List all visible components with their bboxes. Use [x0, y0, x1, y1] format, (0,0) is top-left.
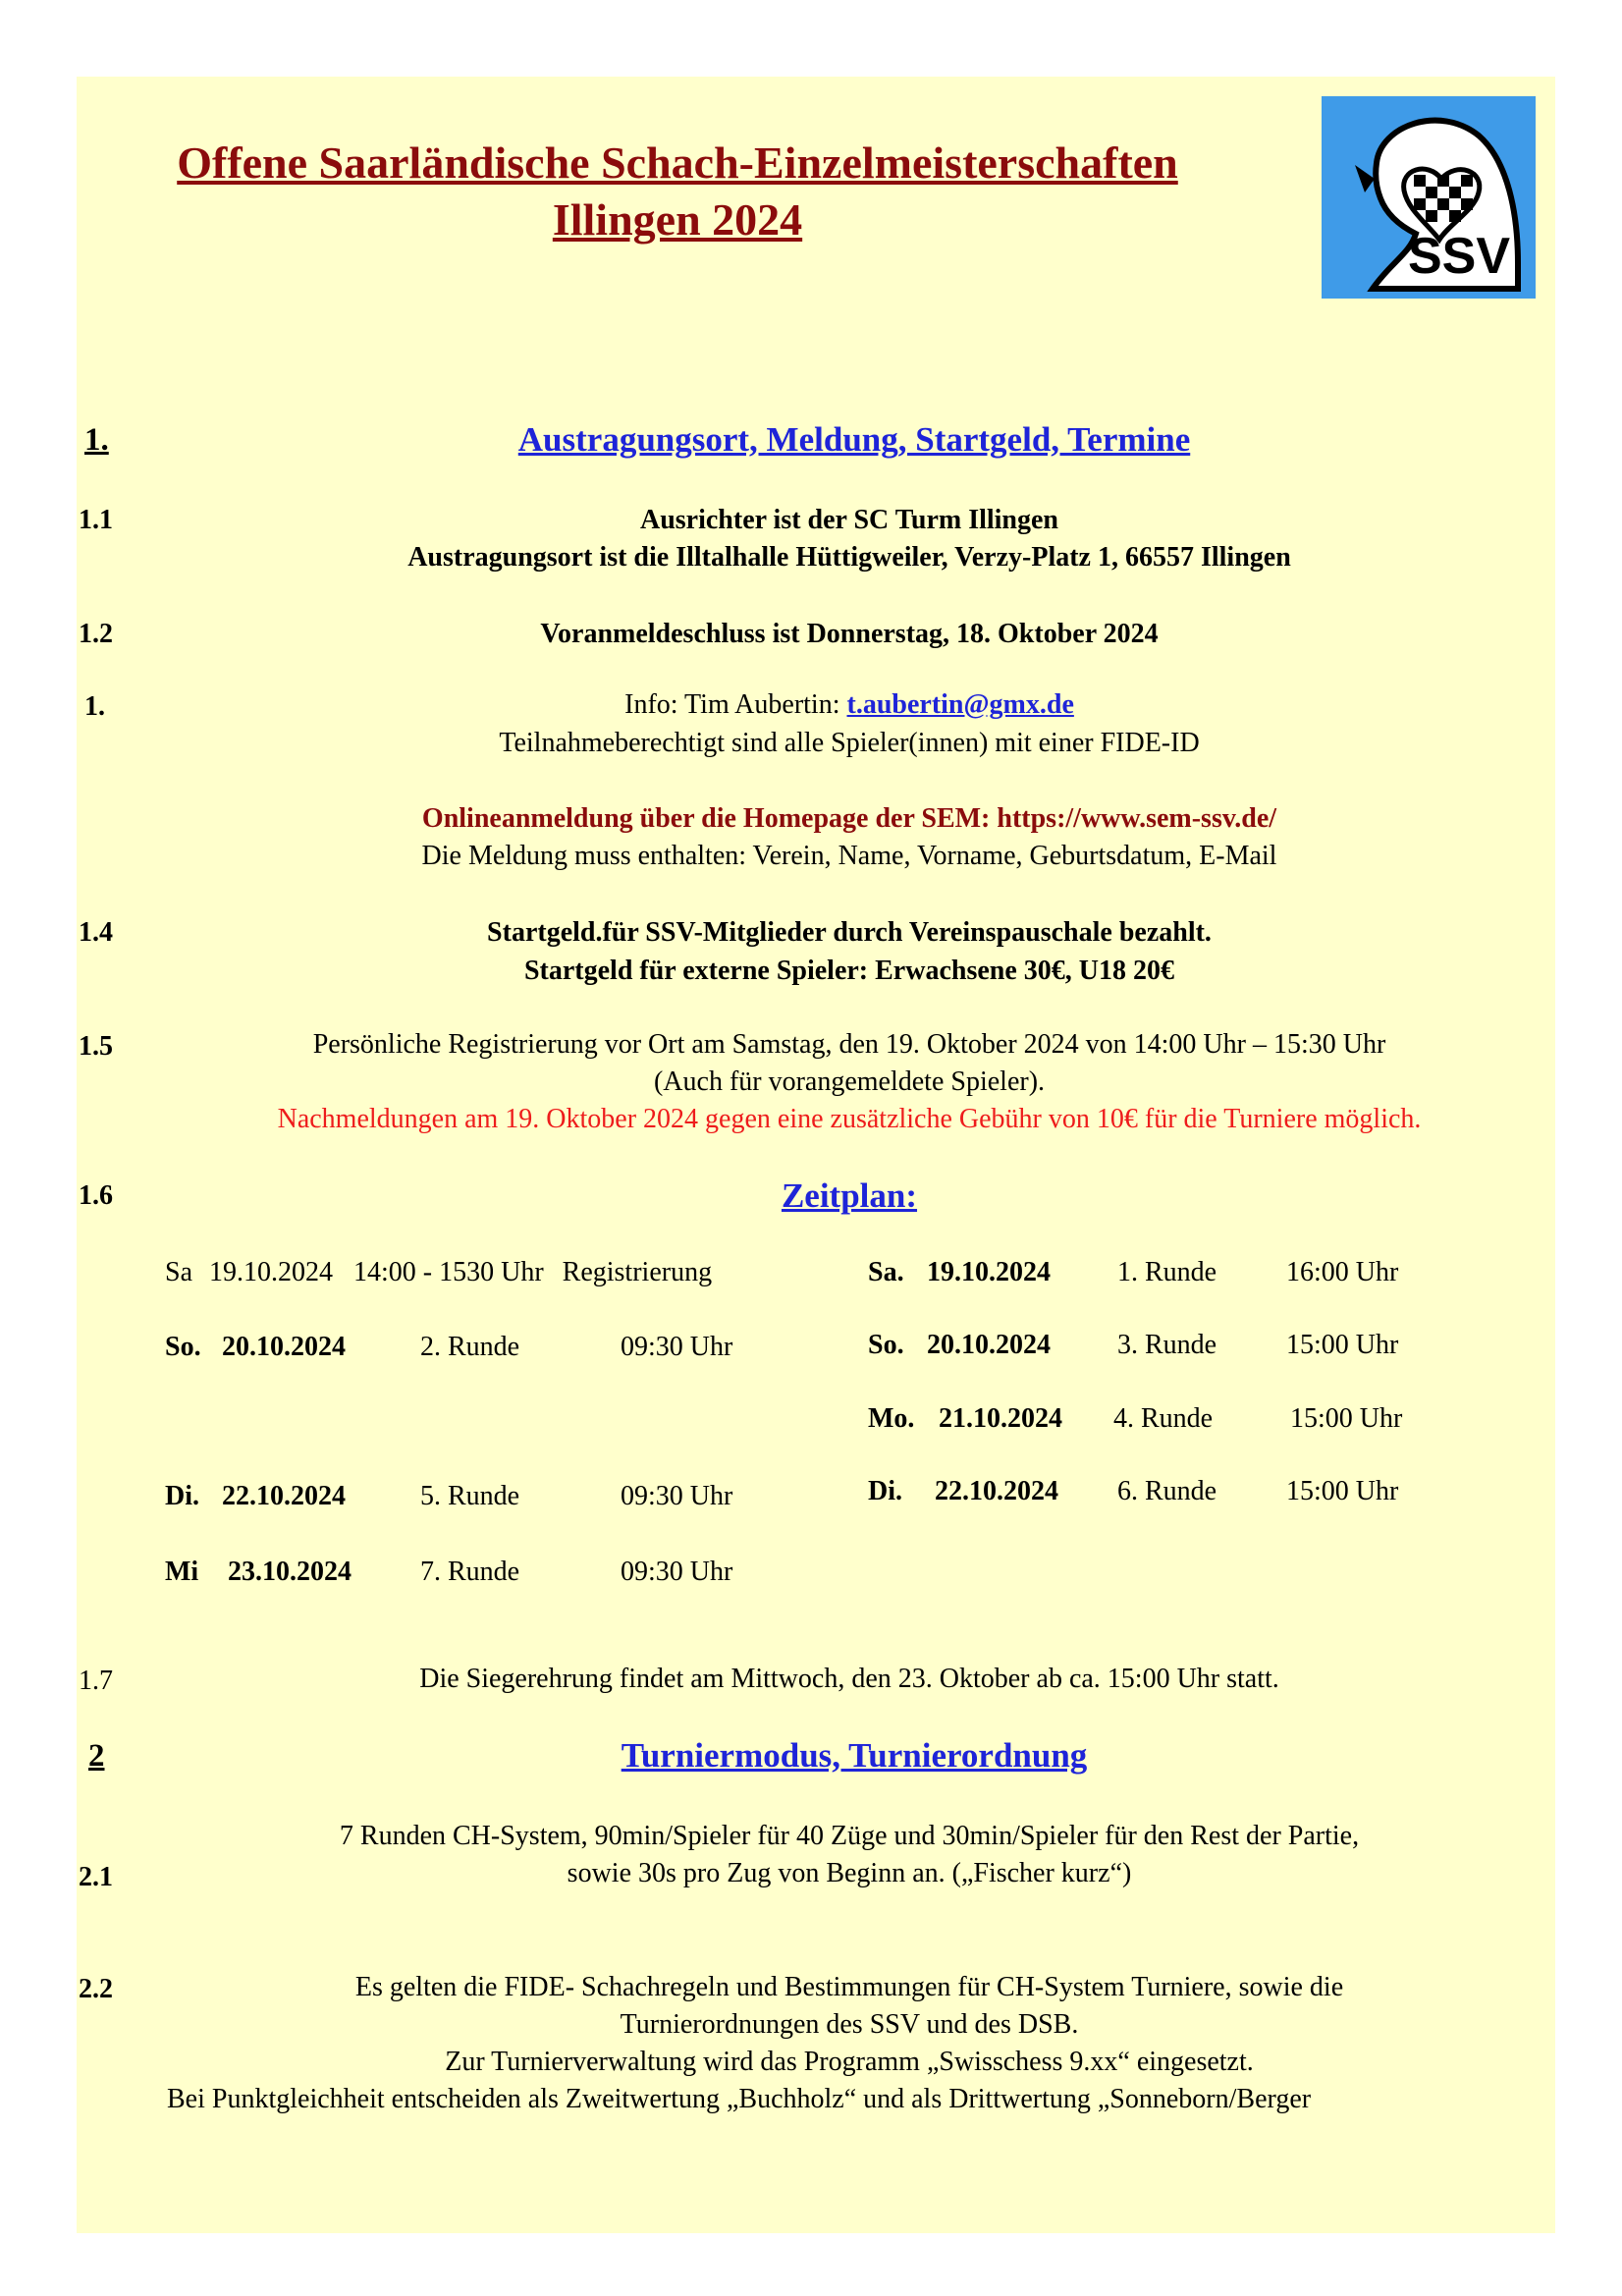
schedule-left-row-4-round: 7. Runde [420, 1557, 520, 1587]
s14-line2: Startgeld für externe Spieler: Erwachsene 30€, U18 20€ [523, 956, 1175, 986]
schedule-right-row-4-time: 15:00 Uhr [1286, 1476, 1399, 1506]
page-title-line2: Illingen 2024 [552, 194, 803, 245]
s15-line3: Nachmeldungen am 19. Oktober 2024 gegen eine zusätzliche Gebühr von 10€ für die Turniere möglich. [277, 1104, 1422, 1134]
ssv-logo [1322, 96, 1536, 299]
s12-line1: Voranmeldeschluss ist Donnerstag, 18. Oktober 2024 [540, 619, 1159, 649]
schedule-time: Registrierung [562, 1257, 713, 1287]
s12-number: 1.2 [79, 619, 113, 649]
s13-meldung: Die Meldung muss enthalten: Verein, Name, Vorname, Geburtsdatum, E-Mail [421, 841, 1277, 871]
schedule-right-row-2-time: 15:00 Uhr [1286, 1330, 1399, 1360]
s13-online-registration: Onlineanmeldung über die Homepage der SEM: https://www.sem-ssv.de/ [421, 803, 1277, 834]
schedule-right-row-3-day: Mo. [868, 1403, 915, 1434]
schedule-right-row-2-date: 20.10.2024 [927, 1330, 1051, 1360]
s15-number: 1.5 [79, 1031, 113, 1062]
schedule-left-row-3-time: 09:30 Uhr [621, 1481, 733, 1511]
s13-info-prefix: Info: Tim Aubertin: [624, 689, 847, 720]
schedule-left-row-3-date: 22.10.2024 [222, 1481, 346, 1511]
s11-line2: Austragungsort ist die Illtalhalle Hüttigweiler, Verzy-Platz 1, 66557 Illingen [407, 542, 1291, 573]
s13-number: 1. [84, 691, 105, 722]
page-background [77, 77, 1555, 2233]
chess-knight-icon [1322, 96, 1536, 299]
schedule-left-row-4-time: 09:30 Uhr [621, 1557, 733, 1587]
s22-line3: Zur Turnierverwaltung wird das Programm „Swisschess 9.xx“ eingesetzt. [445, 2047, 1254, 2077]
s11-number: 1.1 [79, 505, 113, 535]
schedule-date: 19.10.2024 [209, 1257, 333, 1287]
schedule-right-row-4-date: 22.10.2024 [935, 1476, 1058, 1506]
schedule-right-row-2-day: So. [868, 1330, 904, 1360]
schedule-right-row-3-time: 15:00 Uhr [1290, 1403, 1403, 1434]
schedule-day: Sa [165, 1257, 192, 1287]
schedule-round: 14:00 - 1530 Uhr [353, 1257, 544, 1287]
s22-line2: Turnierordnungen des SSV und des DSB. [620, 2009, 1079, 2040]
schedule-left-row-2-round: 2. Runde [420, 1332, 520, 1362]
section1-heading[interactable]: Austragungsort, Meldung, Startgeld, Termine [517, 420, 1191, 459]
page-title-line1: Offene Saarländische Schach-Einzelmeisterschaften [177, 137, 1178, 188]
section2-number: 2 [88, 1738, 105, 1774]
s13-email-link[interactable]: t.aubertin@gmx.de [846, 689, 1074, 720]
schedule-heading[interactable]: Zeitplan: [781, 1176, 918, 1215]
s21-line2: sowie 30s pro Zug von Beginn an. („Fischer kurz“) [567, 1858, 1132, 1888]
s15-line1: Persönliche Registrierung vor Ort am Samstag, den 19. Oktober 2024 von 14:00 Uhr – 15:30 Uhr [312, 1029, 1386, 1060]
schedule-left-row-2-day: So. [165, 1332, 201, 1362]
s15-line2: (Auch für vorangemeldete Spieler). [653, 1066, 1046, 1097]
s21-number: 2.1 [79, 1862, 113, 1892]
s17-line1: Die Siegerehrung findet am Mittwoch, den 23. Oktober ab ca. 15:00 Uhr statt. [419, 1664, 1279, 1694]
schedule-left-row-4-day: Mi [165, 1557, 199, 1587]
s22-line1: Es gelten die FIDE- Schachregeln und Bestimmungen für CH-System Turniere, sowie die [354, 1972, 1344, 2002]
s21-line1: 7 Runden CH-System, 90min/Spieler für 40 Züge und 30min/Spieler für den Rest der Partie, [339, 1821, 1360, 1851]
s22-number: 2.2 [79, 1974, 113, 2004]
section2-heading[interactable]: Turniermodus, Turnierordnung [621, 1736, 1088, 1775]
s22-line4: Bei Punktgleichheit entscheiden als Zweitwertung „Buchholz“ und als Drittwertung „Sonneborn/Berger [167, 2084, 1312, 2114]
schedule-left-row-2-date: 20.10.2024 [222, 1332, 346, 1362]
schedule-right-row-3-round: 4. Runde [1113, 1403, 1214, 1434]
schedule-right-row-3-date: 21.10.2024 [939, 1403, 1062, 1434]
schedule-right-row-1-time: 16:00 Uhr [1286, 1257, 1399, 1287]
section1-number: 1. [84, 422, 109, 458]
schedule-right-row-4-round: 6. Runde [1117, 1476, 1217, 1506]
s13-info-line [196, 689, 1502, 721]
schedule-right-row-1-round: 1. Runde [1117, 1257, 1217, 1287]
schedule-left-row-4-date: 23.10.2024 [228, 1557, 351, 1587]
schedule-left-row-3-round: 5. Runde [420, 1481, 520, 1511]
schedule-left-row-3-day: Di. [165, 1481, 199, 1511]
svg-text:SSV: SSV [1407, 228, 1511, 285]
s11-line1: Ausrichter ist der SC Turm Illingen [639, 505, 1058, 535]
schedule-right-row-1-day: Sa. [868, 1257, 904, 1287]
schedule-right-row-2-round: 3. Runde [1117, 1330, 1217, 1360]
s16-number: 1.6 [79, 1180, 113, 1211]
schedule-left-row-1 [165, 1257, 712, 1288]
schedule-right-row-4-day: Di. [868, 1476, 902, 1506]
schedule-left-row-2-time: 09:30 Uhr [621, 1332, 733, 1362]
s17-number: 1.7 [79, 1666, 113, 1696]
schedule-right-row-1-date: 19.10.2024 [927, 1257, 1051, 1287]
s14-line1: Startgeld.für SSV-Mitglieder durch Vereinspauschale bezahlt. [487, 917, 1212, 948]
s14-number: 1.4 [79, 917, 113, 948]
s13-line2: Teilnahmeberechtigt sind alle Spieler(innen) mit einer FIDE-ID [499, 728, 1200, 758]
